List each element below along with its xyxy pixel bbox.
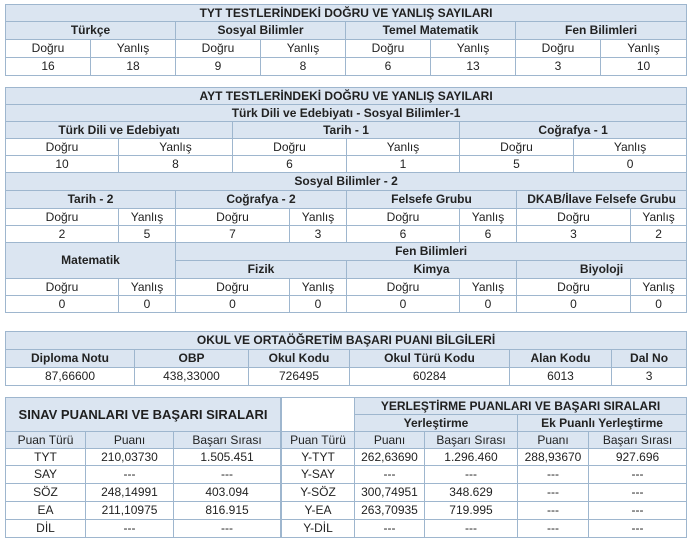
dogru-header: Doğru — [460, 139, 574, 156]
dogru-value: 6 — [347, 226, 460, 243]
dogru-value: 5 — [460, 156, 574, 173]
puan: 248,14991 — [86, 484, 174, 502]
ek-basari-sirasi: --- — [589, 484, 687, 502]
yanlis-header: Yanlış — [290, 209, 347, 226]
tyt-subject-header: Fen Bilimleri — [516, 22, 687, 40]
basari-sirasi: 816.915 — [174, 502, 281, 520]
okul-header: Diploma Notu — [6, 350, 135, 368]
basari-sirasi: --- — [174, 466, 281, 484]
yanlis-header: Yanlış — [261, 40, 346, 58]
table-row — [6, 484, 281, 502]
yerlestirme-header: Puanı — [518, 432, 589, 449]
yerlestirme-sub-header: Yerleştirme — [355, 415, 518, 432]
okul-value: 60284 — [350, 368, 510, 386]
dogru-header: Doğru — [347, 209, 460, 226]
dogru-header: Doğru — [347, 279, 460, 296]
ayt-group1-title: Türk Dili ve Edebiyatı - Sosyal Bilimler-1 — [6, 105, 687, 122]
ayt-fen-group-title: Fen Bilimleri — [176, 243, 687, 261]
dogru-header: Doğru — [517, 279, 631, 296]
yanlis-value: 0 — [290, 296, 347, 313]
dogru-value: 0 — [176, 296, 290, 313]
yanlis-header: Yanlış — [431, 40, 516, 58]
puan: --- — [355, 466, 425, 484]
ayt-subject-header: Tarih - 2 — [6, 191, 176, 209]
ayt-subject-header: Tarih - 1 — [233, 122, 460, 139]
ek-puan: --- — [518, 484, 589, 502]
ek-puan: --- — [518, 466, 589, 484]
puan-turu: SAY — [6, 466, 86, 484]
basari-sirasi: 403.094 — [174, 484, 281, 502]
dogru-value: 6 — [346, 58, 431, 76]
ek-basari-sirasi: 927.696 — [589, 449, 687, 466]
okul-title: OKUL VE ORTAÖĞRETİM BAŞARI PUANI BİLGİLERİ — [6, 332, 687, 350]
basari-sirasi: 1.296.460 — [425, 449, 518, 466]
sinav-header: Başarı Sırası — [174, 432, 281, 449]
okul-header: Dal No — [612, 350, 687, 368]
puan-turu: SÖZ — [6, 484, 86, 502]
okul-value: 6013 — [510, 368, 612, 386]
ayt-subject-header: Matematik — [6, 243, 176, 279]
yanlis-header: Yanlış — [631, 279, 687, 296]
okul-header: OBP — [135, 350, 249, 368]
tyt-subject-header: Türkçe — [6, 22, 176, 40]
dogru-value: 2 — [6, 226, 119, 243]
tyt-table — [5, 4, 687, 76]
table-row — [282, 520, 687, 538]
table-row — [6, 449, 281, 466]
yanlis-value: 6 — [460, 226, 517, 243]
yanlis-header: Yanlış — [574, 139, 687, 156]
ayt-subject-header: Kimya — [347, 261, 517, 279]
yanlis-header: Yanlış — [601, 40, 687, 58]
dogru-value: 10 — [6, 156, 119, 173]
dogru-value: 0 — [347, 296, 460, 313]
ek-basari-sirasi: --- — [589, 466, 687, 484]
basari-sirasi: --- — [425, 466, 518, 484]
ayt-subject-header: Biyoloji — [517, 261, 687, 279]
yanlis-header: Yanlış — [91, 40, 176, 58]
puan: 262,63690 — [355, 449, 425, 466]
ayt-subject-header: Türk Dili ve Edebiyatı — [6, 122, 233, 139]
dogru-value: 7 — [176, 226, 290, 243]
table-row — [6, 466, 281, 484]
table-row — [282, 449, 687, 466]
table-row — [6, 520, 281, 538]
sinav-title: SINAV PUANLARI VE BAŞARI SIRALARI — [6, 398, 281, 432]
yerlestirme-table — [281, 397, 687, 538]
dogru-header: Doğru — [346, 40, 431, 58]
basari-sirasi: 1.505.451 — [174, 449, 281, 466]
yanlis-value: 5 — [119, 226, 176, 243]
yerlestirme-header: Puan Türü — [282, 432, 355, 449]
ek-basari-sirasi: --- — [589, 520, 687, 538]
table-row — [6, 502, 281, 520]
puan-turu: DİL — [6, 520, 86, 538]
dogru-header: Doğru — [516, 40, 601, 58]
yerlestirme-title: YERLEŞTİRME PUANLARI VE BAŞARI SIRALARI — [355, 398, 687, 415]
yanlis-header: Yanlış — [347, 139, 460, 156]
dogru-value: 3 — [517, 226, 631, 243]
basari-sirasi: --- — [425, 520, 518, 538]
sinav-header: Puan Türü — [6, 432, 86, 449]
yanlis-value: 0 — [460, 296, 517, 313]
ek-basari-sirasi: --- — [589, 502, 687, 520]
dogru-value: 9 — [176, 58, 261, 76]
ek-puan: --- — [518, 520, 589, 538]
basari-sirasi: --- — [174, 520, 281, 538]
okul-value: 87,66600 — [6, 368, 135, 386]
ek-puan: --- — [518, 502, 589, 520]
dogru-header: Doğru — [6, 209, 119, 226]
yanlis-value: 2 — [631, 226, 687, 243]
yanlis-header: Yanlış — [119, 209, 176, 226]
puan: --- — [355, 520, 425, 538]
ayt-subject-header: Coğrafya - 1 — [460, 122, 687, 139]
ek-puanli-sub-header: Ek Puanlı Yerleştirme — [518, 415, 687, 432]
puan: 211,10975 — [86, 502, 174, 520]
yanlis-header: Yanlış — [119, 279, 176, 296]
basari-sirasi: 719.995 — [425, 502, 518, 520]
dogru-header: Doğru — [517, 209, 631, 226]
yanlis-header: Yanlış — [460, 209, 517, 226]
ayt-title: AYT TESTLERİNDEKİ DOĞRU VE YANLIŞ SAYILARI — [6, 88, 687, 105]
okul-value: 438,33000 — [135, 368, 249, 386]
okul-header: Okul Türü Kodu — [350, 350, 510, 368]
ayt-subject-header: Felsefe Grubu — [347, 191, 517, 209]
puan: 210,03730 — [86, 449, 174, 466]
sinav-table — [5, 397, 281, 538]
ayt-subject-header: Fizik — [176, 261, 347, 279]
dogru-value: 16 — [6, 58, 91, 76]
ayt-group2-title: Sosyal Bilimler - 2 — [6, 173, 687, 191]
puan: 300,74951 — [355, 484, 425, 502]
yanlis-value: 18 — [91, 58, 176, 76]
yanlis-value: 13 — [431, 58, 516, 76]
dogru-header: Doğru — [176, 209, 290, 226]
ayt-subject-header: DKAB/İlave Felsefe Grubu — [517, 191, 687, 209]
yanlis-value: 1 — [347, 156, 460, 173]
sinav-header: Puanı — [86, 432, 174, 449]
puan: 263,70935 — [355, 502, 425, 520]
yanlis-value: 8 — [119, 156, 233, 173]
yanlis-header: Yanlış — [290, 279, 347, 296]
okul-header: Okul Kodu — [249, 350, 350, 368]
puan-turu: Y-TYT — [282, 449, 355, 466]
yerlestirme-header: Başarı Sırası — [425, 432, 518, 449]
dogru-header: Doğru — [6, 40, 91, 58]
yanlis-value: 0 — [119, 296, 176, 313]
okul-value: 726495 — [249, 368, 350, 386]
puan: --- — [86, 466, 174, 484]
yanlis-value: 3 — [290, 226, 347, 243]
yanlis-header: Yanlış — [460, 279, 517, 296]
yerlestirme-header: Puanı — [355, 432, 425, 449]
puan-turu: Y-SÖZ — [282, 484, 355, 502]
yanlis-value: 0 — [574, 156, 687, 173]
table-row — [282, 502, 687, 520]
puan-turu: EA — [6, 502, 86, 520]
yanlis-value: 0 — [631, 296, 687, 313]
puan-turu: Y-EA — [282, 502, 355, 520]
puan-turu: TYT — [6, 449, 86, 466]
table-row — [282, 484, 687, 502]
dogru-value: 3 — [516, 58, 601, 76]
puan-turu: Y-DİL — [282, 520, 355, 538]
yanlis-header: Yanlış — [631, 209, 687, 226]
puan: --- — [86, 520, 174, 538]
okul-header: Alan Kodu — [510, 350, 612, 368]
yanlis-value: 10 — [601, 58, 687, 76]
basari-sirasi: 348.629 — [425, 484, 518, 502]
dogru-value: 6 — [233, 156, 347, 173]
tyt-subject-header: Temel Matematik — [346, 22, 516, 40]
table-row — [282, 466, 687, 484]
dogru-header: Doğru — [6, 279, 119, 296]
puan-turu: Y-SAY — [282, 466, 355, 484]
ek-puan: 288,93670 — [518, 449, 589, 466]
okul-table — [5, 331, 687, 386]
yerlestirme-header: Başarı Sırası — [589, 432, 687, 449]
ayt-table — [5, 87, 687, 313]
tyt-subject-header: Sosyal Bilimler — [176, 22, 346, 40]
dogru-header: Doğru — [6, 139, 119, 156]
dogru-header: Doğru — [176, 40, 261, 58]
dogru-value: 0 — [6, 296, 119, 313]
dogru-header: Doğru — [233, 139, 347, 156]
dogru-header: Doğru — [176, 279, 290, 296]
yerlestirme-corner — [282, 398, 355, 432]
ayt-subject-header: Coğrafya - 2 — [176, 191, 347, 209]
yanlis-value: 8 — [261, 58, 346, 76]
okul-value: 3 — [612, 368, 687, 386]
dogru-value: 0 — [517, 296, 631, 313]
yanlis-header: Yanlış — [119, 139, 233, 156]
tyt-title: TYT TESTLERİNDEKİ DOĞRU VE YANLIŞ SAYILARI — [6, 5, 687, 22]
